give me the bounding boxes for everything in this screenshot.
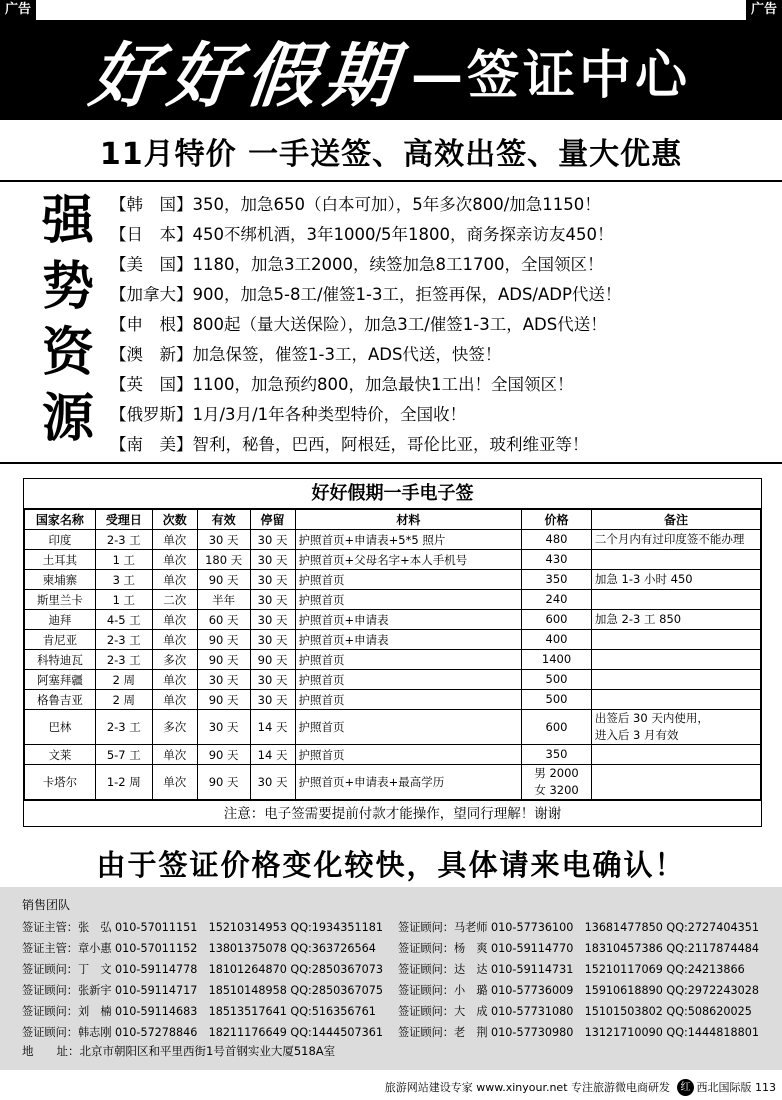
cell-validity: 半年: [197, 590, 250, 610]
resource-row-schengen: 【申 根】800起（量大送保险），加急3工/催签1-3工，ADS代送！: [110, 315, 607, 334]
cell-notes: [591, 630, 760, 650]
cell-price: 480: [522, 530, 592, 550]
cell-validity: 60 天: [197, 610, 250, 630]
table-row: [25, 765, 761, 800]
col-price: 价格: [522, 510, 592, 530]
cell-validity: 90 天: [197, 630, 250, 650]
sales-contact: 签证顾问：老 荆 010-57730980 13121710090 QQ:1444818801: [398, 1026, 759, 1039]
cell-entries: 单次: [152, 745, 197, 765]
strong-resources-section: [0, 184, 782, 464]
office-address: 地 址：北京市朝阳区和平里西街1号首钢实业大厦518A室: [22, 1044, 336, 1058]
col-validity: 有效: [197, 510, 250, 530]
cell-validity: 30 天: [197, 530, 250, 550]
cell-stay: 30 天: [250, 530, 295, 550]
publication-logo: 红: [677, 1079, 694, 1096]
page-number: 西北国际版 113: [696, 1081, 776, 1094]
cell-processing: 1 工: [95, 550, 152, 570]
table-row: [25, 710, 761, 745]
cell-country: 土耳其: [25, 550, 96, 570]
cell-stay: 30 天: [250, 690, 295, 710]
cell-processing: 2-3 工: [95, 650, 152, 670]
cell-country: 迪拜: [25, 610, 96, 630]
cell-processing: 4-5 工: [95, 610, 152, 630]
resource-row-russia: 【俄罗斯】1月/3月/1年各种类型特价，全国收！: [110, 405, 467, 424]
table-row: [25, 630, 761, 650]
table-row: [25, 670, 761, 690]
price-change-headline: 由于签证价格变化较快，具体请来电确认！: [96, 848, 686, 882]
cell-country: 印度: [25, 530, 96, 550]
cell-stay: 30 天: [250, 590, 295, 610]
resource-row-usa: 【美 国】1180，加急3工2000，续签加急8工1700，全国领区！: [110, 255, 604, 274]
cell-stay: 30 天: [250, 765, 295, 800]
evisa-footnote: 注意：电子签需要提前付款才能操作，望同行理解！谢谢: [24, 800, 761, 826]
cell-notes: 加急 1-3 小时 450: [591, 570, 760, 590]
cell-country: 肯尼亚: [25, 630, 96, 650]
sales-contact: 签证顾问：刘 楠 010-59114683 18513517641 QQ:516356761: [22, 1005, 376, 1018]
table-row: [25, 550, 761, 570]
cell-materials: 护照首页+父母名字+本人手机号: [295, 550, 522, 570]
resource-row-aus-nz: 【澳 新】加急保签，催签1-3工，ADS代送，快签！: [110, 345, 502, 364]
cell-processing: 2-3 工: [95, 530, 152, 550]
cell-entries: 单次: [152, 530, 197, 550]
page-footer: [0, 1075, 782, 1100]
cell-country: 文莱: [25, 745, 96, 765]
promo-headline: 11月特价 一手送签、高效出签、量大优惠: [0, 122, 782, 182]
cell-processing: 1 工: [95, 590, 152, 610]
cell-price: 600: [522, 710, 592, 745]
cell-validity: 90 天: [197, 765, 250, 800]
banner-title: 好好假期: [86, 33, 407, 117]
cell-price: 男 2000 女 3200: [522, 765, 592, 800]
table-row: [25, 530, 761, 550]
cell-materials: 护照首页: [295, 670, 522, 690]
cell-validity: 90 天: [197, 745, 250, 765]
cell-materials: 护照首页+申请表+5*5 照片: [295, 530, 522, 550]
cell-country: 柬埔寨: [25, 570, 96, 590]
resource-row-korea: 【韩 国】350，加急650（白本可加），5年多次800/加急1150！: [110, 195, 601, 214]
cell-stay: 30 天: [250, 570, 295, 590]
cell-materials: 护照首页: [295, 690, 522, 710]
footer-ad-text: 旅游网站建设专家 www.xinyour.net 专注旅游微电商研发: [384, 1081, 670, 1094]
banner-subtitle: —签证中心: [410, 45, 691, 106]
ad-label-right: 广告: [746, 0, 782, 20]
cell-price: 600: [522, 610, 592, 630]
resource-row-canada: 【加拿大】900，加急5-8工/催签1-3工，拒签再保，ADS/ADP代送！: [110, 285, 622, 304]
cell-processing: 2 周: [95, 690, 152, 710]
cell-country: 巴林: [25, 710, 96, 745]
sales-column-left: [22, 917, 383, 1043]
cell-notes: [591, 765, 760, 800]
cell-materials: 护照首页: [295, 745, 522, 765]
resource-row-south-america: 【南 美】智利，秘鲁，巴西，阿根廷，哥伦比亚，玻利维亚等！: [110, 435, 589, 454]
cell-notes: [591, 550, 760, 570]
cell-validity: 30 天: [197, 710, 250, 745]
cell-entries: 单次: [152, 670, 197, 690]
sales-contact: 签证顾问：丁 文 010-59114778 18101264870 QQ:2850367073: [22, 963, 383, 976]
cell-notes: [591, 745, 760, 765]
cell-price: 400: [522, 630, 592, 650]
table-row: [25, 650, 761, 670]
table-header-row: [25, 510, 761, 530]
cell-processing: 2-3 工: [95, 710, 152, 745]
evisa-table-box: [23, 478, 762, 827]
cell-entries: 多次: [152, 710, 197, 745]
cell-materials: 护照首页: [295, 570, 522, 590]
cell-country: 科特迪瓦: [25, 650, 96, 670]
vertical-char: 资: [41, 322, 94, 383]
sales-contact: 签证顾问：达 达 010-59114731 15210117069 QQ:24213866: [398, 963, 745, 976]
cell-country: 卡塔尔: [25, 765, 96, 800]
cell-price: 500: [522, 670, 592, 690]
col-notes: 备注: [591, 510, 760, 530]
table-row: [25, 590, 761, 610]
table-row: [25, 570, 761, 590]
cell-price: 430: [522, 550, 592, 570]
sales-contact: 签证主管：张 弘 010-57011151 15210314953 QQ:1934351181: [22, 921, 383, 934]
col-country: 国家名称: [25, 510, 96, 530]
table-row: [25, 610, 761, 630]
cell-validity: 90 天: [197, 690, 250, 710]
cell-country: 斯里兰卡: [25, 590, 96, 610]
cell-entries: 单次: [152, 690, 197, 710]
cell-notes: 二个月内有过印度签不能办理: [591, 530, 760, 550]
cell-price: 500: [522, 690, 592, 710]
cell-materials: 护照首页+申请表+最高学历: [295, 765, 522, 800]
cell-stay: 30 天: [250, 630, 295, 650]
vertical-char: 势: [41, 256, 94, 317]
cell-processing: 5-7 工: [95, 745, 152, 765]
col-materials: 材料: [295, 510, 522, 530]
vertical-char: 强: [41, 190, 94, 251]
sales-contact: 签证主管：章小惠 010-57011152 13801375078 QQ:363726564: [22, 942, 376, 955]
cell-price: 1400: [522, 650, 592, 670]
cell-entries: 单次: [152, 610, 197, 630]
sales-contact: 签证顾问：杨 爽 010-59114770 18310457386 QQ:2117874484: [398, 942, 759, 955]
col-stay: 停留: [250, 510, 295, 530]
col-entries: 次数: [152, 510, 197, 530]
sales-team-section: [0, 887, 782, 1070]
cell-notes: 加急 2-3 工 850: [591, 610, 760, 630]
cell-entries: 二次: [152, 590, 197, 610]
strong-resources-vertical-title: [30, 188, 106, 452]
table-row: [25, 745, 761, 765]
cell-stay: 90 天: [250, 650, 295, 670]
cell-processing: 2-3 工: [95, 630, 152, 650]
banner: [0, 20, 782, 120]
cell-materials: 护照首页+申请表: [295, 630, 522, 650]
cell-validity: 180 天: [197, 550, 250, 570]
sales-contact: 签证顾问：小 璐 010-57736009 15910618890 QQ:2972243028: [398, 984, 759, 997]
cell-entries: 多次: [152, 650, 197, 670]
cell-stay: 14 天: [250, 710, 295, 745]
cell-price: 240: [522, 590, 592, 610]
cell-validity: 90 天: [197, 570, 250, 590]
cell-processing: 2 周: [95, 670, 152, 690]
sales-team-title: 销售团队: [22, 898, 71, 912]
strong-resources-list: [110, 190, 776, 460]
cell-validity: 90 天: [197, 650, 250, 670]
cell-entries: 单次: [152, 630, 197, 650]
sales-contact: 签证顾问：马老师 010-57736100 13681477850 QQ:2727404351: [398, 921, 759, 934]
cell-materials: 护照首页+申请表: [295, 610, 522, 630]
cell-entries: 单次: [152, 550, 197, 570]
cell-entries: 单次: [152, 765, 197, 800]
cell-price: 350: [522, 570, 592, 590]
cell-materials: 护照首页: [295, 650, 522, 670]
cell-processing: 1-2 周: [95, 765, 152, 800]
sales-column-right: [398, 917, 759, 1043]
cell-materials: 护照首页: [295, 590, 522, 610]
sales-contact: 签证顾问：韩志刚 010-57278846 18211176649 QQ:1444507361: [22, 1026, 383, 1039]
cell-country: 阿塞拜疆: [25, 670, 96, 690]
evisa-table: [24, 509, 761, 800]
sales-contact: 签证顾问：张新宇 010-59114717 18510148958 QQ:2850367075: [22, 984, 383, 997]
sales-contact: 签证顾问：大 成 010-57731080 15101503802 QQ:508620025: [398, 1005, 752, 1018]
table-row: [25, 690, 761, 710]
cell-stay: 30 天: [250, 610, 295, 630]
evisa-table-body: [25, 530, 761, 800]
cell-notes: [591, 670, 760, 690]
cell-price: 350: [522, 745, 592, 765]
cell-stay: 30 天: [250, 670, 295, 690]
cell-country: 格鲁吉亚: [25, 690, 96, 710]
cell-validity: 30 天: [197, 670, 250, 690]
vertical-char: 源: [41, 388, 94, 449]
cell-notes: [591, 650, 760, 670]
col-processing: 受理日: [95, 510, 152, 530]
cell-entries: 单次: [152, 570, 197, 590]
ad-label-left: 广告: [0, 0, 36, 20]
cell-materials: 护照首页: [295, 710, 522, 745]
resource-row-uk: 【英 国】1100，加急预约800，加急最快1工出！全国领区！: [110, 375, 574, 394]
evisa-table-title: 好好假期一手电子签: [24, 479, 761, 509]
cell-notes: 出签后 30 天内使用， 进入后 3 月有效: [591, 710, 760, 745]
cell-notes: [591, 690, 760, 710]
cell-notes: [591, 590, 760, 610]
cell-processing: 3 工: [95, 570, 152, 590]
resource-row-japan: 【日 本】450不绑机酒，3年1000/5年1800，商务探亲访友450！: [110, 225, 614, 244]
cell-stay: 14 天: [250, 745, 295, 765]
cell-stay: 30 天: [250, 550, 295, 570]
